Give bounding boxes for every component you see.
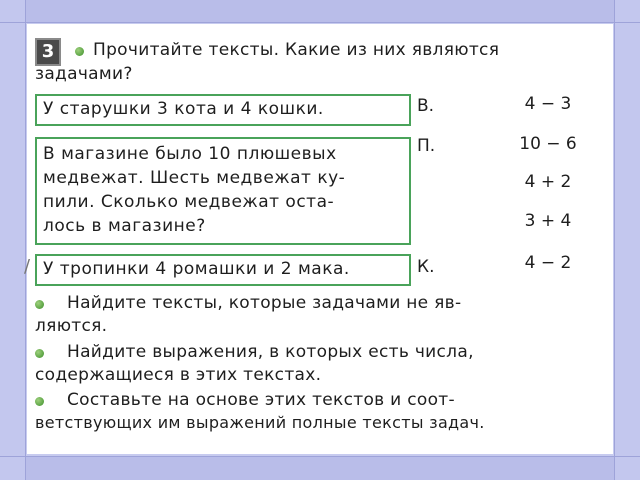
- margin-mark: /: [24, 256, 31, 277]
- frame-line: [0, 22, 640, 23]
- letter-label: П.: [417, 136, 436, 156]
- text-box-line: У тропинки 4 ромашки и 2 мака.: [43, 259, 350, 279]
- question-2-line2: содержащиеся в этих текстах.: [35, 365, 322, 385]
- text-box-line: У старушки 3 кота и 4 кошки.: [43, 99, 324, 119]
- text-box-1: [35, 94, 411, 126]
- frame-right: [614, 0, 640, 480]
- question-1-line2: ляются.: [35, 316, 108, 336]
- task-title-line2: задачами?: [35, 64, 133, 84]
- text-box-3: [35, 254, 411, 286]
- text-box-line: медвежат. Шесть медвежат ку-: [43, 168, 346, 188]
- textbook-page: [24, 24, 613, 454]
- frame-line: [614, 0, 615, 480]
- frame-top: [0, 0, 640, 22]
- frame-bottom: [0, 456, 640, 480]
- letter-label: К.: [417, 257, 435, 277]
- question-3-line2: ветствующих им выражений полные тексты задач.: [35, 413, 485, 432]
- text-box-line: пили. Сколько медвежат оста-: [43, 192, 335, 212]
- letter-label: В.: [417, 96, 435, 116]
- task-number: 3: [35, 38, 61, 66]
- text-box-2: [35, 137, 411, 245]
- question-1-line1: Найдите тексты, которые задачами не яв-: [67, 293, 462, 313]
- frame-line: [0, 456, 640, 457]
- expression: 4 − 3: [524, 94, 572, 114]
- bullet-icon: [35, 300, 44, 309]
- frame-left: [0, 0, 26, 480]
- frame-line: [25, 0, 26, 480]
- expression: 4 − 2: [524, 253, 572, 273]
- question-2-line1: Найдите выражения, в которых есть числа,: [67, 342, 474, 362]
- bullet-icon: [35, 397, 44, 406]
- text-box-line: лось в магазине?: [43, 216, 206, 236]
- task-title-line1: Прочитайте тексты. Какие из них являются: [93, 40, 500, 60]
- text-box-line: В магазине было 10 плюшевых: [43, 144, 337, 164]
- expression: 10 − 6: [519, 134, 577, 154]
- bullet-icon: [75, 47, 84, 56]
- expression: 4 + 2: [524, 172, 572, 192]
- bullet-icon: [35, 349, 44, 358]
- question-3-line1: Составьте на основе этих текстов и соот-: [67, 390, 455, 410]
- expression: 3 + 4: [524, 211, 572, 231]
